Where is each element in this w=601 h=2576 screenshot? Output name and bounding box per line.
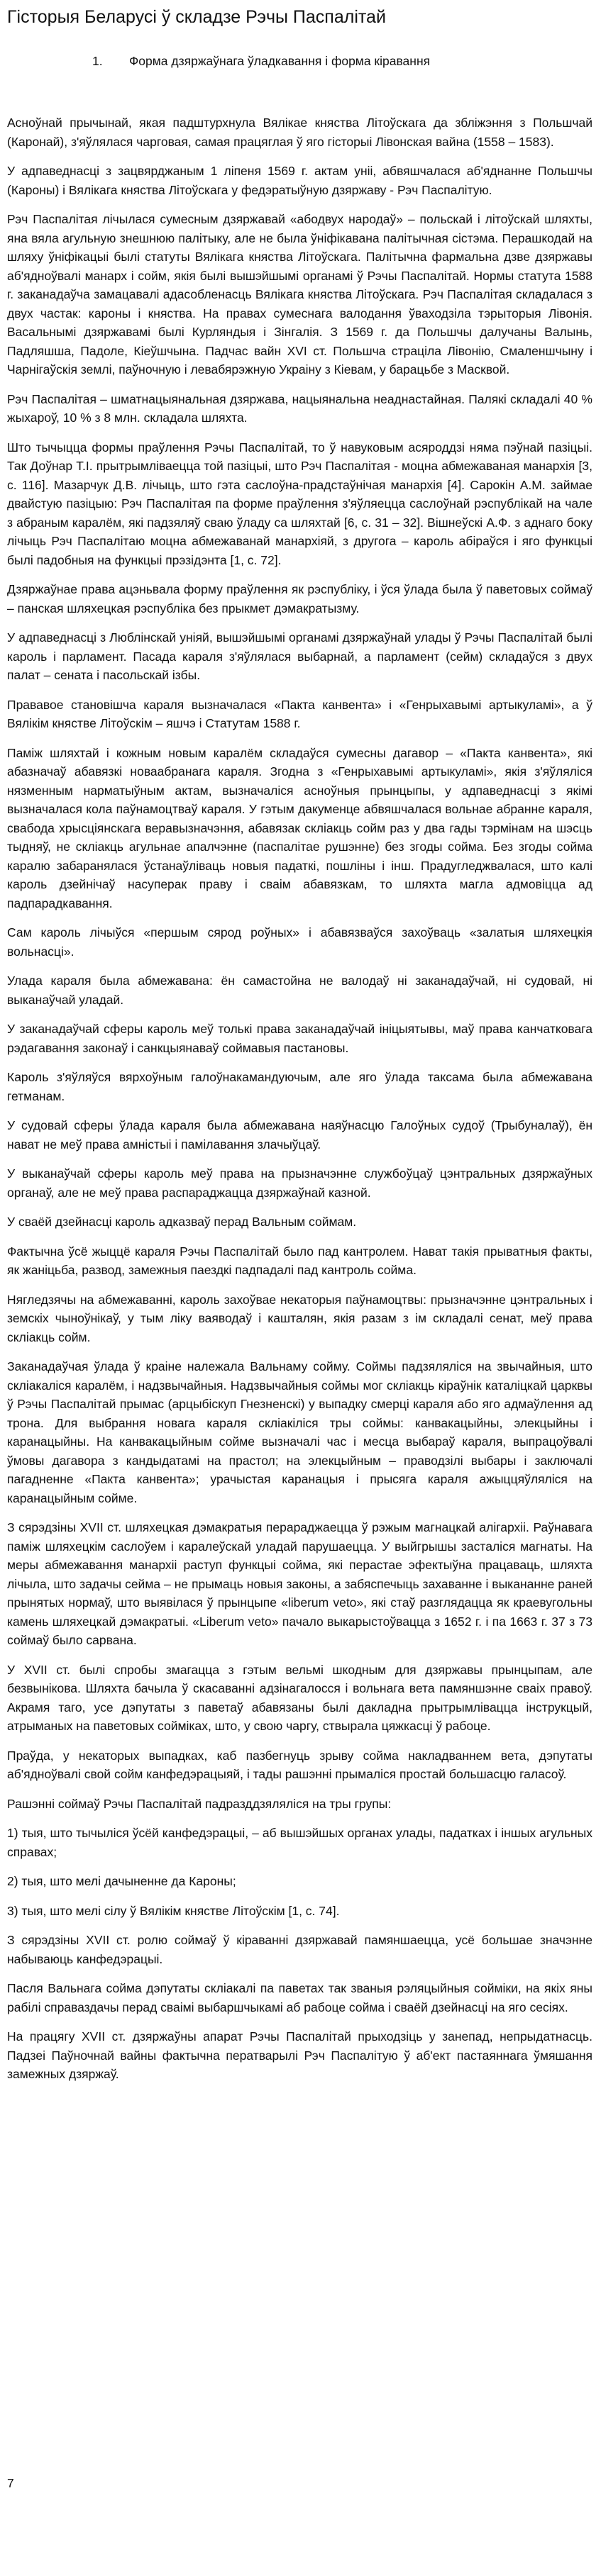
document-title: Гісторыя Беларусі ў складзе Рэчы Паспалітай — [7, 7, 386, 27]
paragraph: З сярэдзіны XVII ст. шляхецкая дэмакратыя перараджаецца ў рэжым магнацкай алігархіі. Раўнавага паміж шляхецкім саслоўем і каралеўскай уладай парушаецца. У выйгрышы засталіся магнаты. На меры абмежавання манархіі раступ функцыі сойма, які перастае эфектыўна працаваць, шляхта лічыла, што задачы сейма – не прымаць новыя законы, а забяспечыць захаванне і выкананне раней прынятых нормаў, што выявілася ў прынцыпе «liberum veto», які стаў разглядацца як краевугольны камень шляхецкай дэмакратыі. «Liberum veto» пачало выкарыстоўвацца з 1652 г. і па 1663 г. 37 з 73 соймаў было сарвана. — [7, 1520, 592, 1647]
paragraph: Праўда, у некаторых выпадках, каб пазбегнуць зрыву сойма накладваннем вета, дэпутаты аб'ядноўвалі свой сойм канфедэрацыяй, і тады рашэнні прымаліся простай большасцю галасоў. — [7, 1748, 592, 1781]
document-body — [7, 113, 592, 2084]
paragraph: Пасля Вальнага сойма дэпутаты скліакалі па паветах так званыя рэляцыйныя сойміки, на якіх яны рабілі справаздачы перад сваімі выбаршчыкамі аб рабоце сойма і сваёй дзейнасці на яго сесіях. — [7, 1981, 592, 2014]
paragraph: У XVII ст. былі спробы змагацца з гэтым вельмі шкодным для дзяржавы прынцыпам, але безвынікова. Шляхта бачыла ў скасаванні адзінагалосся і вольнага вета памяншэнне сваіх правоў. Акрамя таго, усе дэпутаты з паветаў абавязаны былі дакладна прытрымлівацца інструкцый, атрыманых на паветовых соймікаx, што, у свою чаргу, ствырала цяжкасці ў рабоце. — [7, 1662, 592, 1733]
paragraph: На працягу XVII ст. дзяржаўны апарат Рэчы Паспалітай прыходзіць у занепад, непрыдатнасць. Падзеі Паўночнай вайны фактычна ператварылі Рэч Паспалітую ў аб'ект пастаяннага ўмяшання замежных дзяржаў. — [7, 2029, 592, 2081]
paragraph: 2) тыя, што мелі дачыненне да Кароны; — [7, 1874, 236, 1888]
paragraph: Дзяржаўнае права ацэньвала форму праўлення як рэспубліку, і ўся ўлада была ў паветовых соймаў – панская шляхецкая рэспубліка без прыкмет дэмакратызму. — [7, 582, 592, 615]
section-title: Форма дзяржаўнага ўладкавання і форма кіравання — [129, 54, 431, 68]
paragraph: Паміж шляхтай і кожным новым каралём складаўся сумесны дагавор – «Пакта канвента», які абазначаў абавязкі новаабранага караля. Згодна з «Генрыхавымі артыкуламі», якія з'яўляліся нязменным нарматыўным актам, вызначаліся асноўныя прынцыпы, у адпаведнасці з якімі вызначалася кола паўнамоцтваў караля. У гэтым дакуменце абвяшчалася вольнае абранне караля, свабода хрысціянскага веравызначэння, абавязак скліакць сойм раз у два гады тэрмінам на шэсць тыдняў, не скліакць агульнае апалчэнне (паспалітае рушэнне) без згоды сойма. Без згоды сойма каралю забаранялася ўстанаўліваць новыя падаткі, пошліны і інш. Прадугледжвалася, што калі кароль дзейнічаў насуперак праву і сваім абавязкам, то шляхта магла адмовіцца ад падпарадкавання. — [7, 745, 592, 910]
paragraph: Прававое становішча караля вызначалася «Пакта канвента» і «Генрыхавымі артыкуламі», а ў Вялікім княстве Літоўскім – яшчэ і Статутам 1588 г. — [7, 697, 592, 730]
paragraph: Сам кароль лічыўся «першым сярод роўных» і абавязваўся захоўваць «залатыя шляхецкія вольнасці». — [7, 925, 592, 959]
paragraph: У выканаўчай сферы кароль меў права на прызначэнне службоўцаў цэнтральных дзяржаўных органаў, але не меў права распараджацца дзяржаўнай казной. — [7, 1166, 592, 1200]
paragraph: У сваёй дзейнасці кароль адказваў перад Вальным соймам. — [7, 1215, 357, 1229]
paragraph: З сярэдзіны XVII ст. ролю соймаў ў кіраванні дзяржавай памяншаецца, усё большае значэнне набываюць канфедэрацыі. — [7, 1933, 592, 1966]
paragraph: У заканадаўчай сферы кароль меў толькі права заканадаўчай ініцыятывы, маў права канчатковага рэдагавання законаў і санкцыянаваў соймавыя пастановы. — [7, 1022, 592, 1055]
section-number: 1. — [92, 54, 103, 68]
paragraph: Нягледзячы на абмежаванні, кароль захоўвае некаторыя паўнамоцтвы: прызначэнне цэнтральных і земскіх чыноўнікаў, у тым ліку ваяводаў і кашталян, якія разам з ім складалі сенат, меў права скліакць сойм. — [7, 1292, 592, 1344]
paragraph: У адпаведнасці з зацвярджаным 1 ліпеня 1569 г. актам уніі, абвяшчалася аб'яднанне Польшчы (Кароны) і Вялікага княства Літоўскага у федэратыўную дзяржаву - Рэч Паспалітую. — [7, 164, 592, 197]
paragraph: Рэч Паспалітая лічылася сумесным дзяржавай «абодвух народаў» – польскай і літоўскай шляхты, яна вяла агульную знешнюю палітыку, але не была ўніфікавана палітычная сістэма. Перашкодай на шляху ўніфікацыі былі статуты Вялікага княства Літоўскага. Палітычна фармальна дзве дзяржавы аб'ядноўвалі манарх і сойм, якія былі вышэйшымі органамі ў Рэчы Паспалітай. Нормы статута 1588 г. заканадаўча замацавалі адасобленасць Вялікага княства Літоўскага. Рэч Паспалітая складалася з двух частак: кароны і княства. На правах сумеснага валодання ўваходзіла тэрыторыя Лівонія. Васальнымі дзяржавамі былі Курляндыя і Зінгалія. З 1569 г. да Польшчы далучаны Валынь, Падляшша, Падоле, Кіеўшчына. Падчас вайн XVI ст. Польшча страціла Лівонію, Смаленшчыну і Чарнігаўскія землі, паўночную і левабярэжную Украіну з Кіевам, у барацьбе з Масквой. — [7, 212, 592, 377]
paragraph: У судовай сферы ўлада караля была абмежавана наяўнасцю Галоўных судоў (Трыбуналаў), ён нават не меў права амністыі і памілавання злачыўцаў. — [7, 1118, 592, 1152]
paragraph: Рэч Паспалітая – шматнацыянальная дзяржава, нацыянальна неаднастайная. Палякі складалі 40 % жыхароў, 10 % з 8 млн. складала шляхта. — [7, 391, 592, 425]
paragraph: Рашэнні соймаў Рэчы Паспалітай падразддзяляліся на тры групы: — [7, 1796, 392, 1811]
paragraph: Фактычна ўсё жыццё караля Рэчы Паспалітай было пад кантролем. Нават такія прыватныя факты, як жаніцьба, развод, замежныя паездкі падпадалі пад кантроль сойма. — [7, 1244, 592, 1277]
paragraph: 1) тыя, што тычыліся ўсёй канфедэрацыі, – аб вышэйшых органах улады, падатках і іншых агульных справах; — [7, 1826, 592, 1859]
paragraph: Кароль з'яўляўся вярхоўным галоўнакамандуючым, але яго ўлада таксама была абмежавана гетманам. — [7, 1070, 592, 1103]
paragraph: Заканадаўчая ўлада ў краіне належала Вальнаму сойму. Соймы падзяляліся на звычайныя, што скліакаліся каралём, і надзвычайныя. Надзвычайныя соймы мог скліакць кіраўнік каталіцкай царквы ў Рэчы Паспалітай прымас (арцыбіскуп Гнезненскі) у выпадку смерці караля або яго адмаўлення ад трона. Для выбрання новага караля скліакіліся тры соймы: канвакацыйны, элекцыйны і каранацыйны. На канвакацыйным сойме вызначалі час і месца выбараў караля, выпрацоўвалі ўмовы дагавора з кандыдатамі на прастол; на элекцыйным – праводзілі выбары і заключалі пагадненне «Пакта канвента»; урачыстая каранацыя і прысяга караля ажыццяўляліся на каранацыйным сойме. — [7, 1359, 592, 1505]
section-heading — [7, 52, 592, 69]
page-number: 7 — [7, 2476, 14, 2490]
paragraph: 3) тыя, што мелі сілу ў Вялікім княстве Літоўскім [1, с. 74]. — [7, 1903, 340, 1918]
paragraph: Улада караля была абмежавана: ён самастойна не валодаў ні заканадаўчай, ні судовай, ні выканаўчай уладай. — [7, 974, 592, 1007]
paragraph: Што тычыцца формы праўлення Рэчы Паспалітай, то ў навуковым асяроддзі няма пэўнай пазіцыі. Так Доўнар Т.І. прытрымліваецца той пазіцыі, што Рэч Паспалітая - моцна абмежаваная манархія [3, с. 116]. Мазарчук Д.В. лічыць, што гэта саслоўна-прадстаўнічая манархія [4]. Сарокін А.М. займае двайстую пазіцыю: Рэч Паспалітая па форме праўлення з'яўляецца саслоўнай рэспублікай на чале з абраным каралём, які падзяляў сваю ўладу са шляхтай [6, с. 31 – 32]. Вішнеўскі А.Ф. з аднаго боку лічыць Рэч Паспалітаю моцна абмежаванай манархіяй, з другога – кароль абіраўся і яго функцыі былі падобныя на функцыі прэзідэнта [1, с. 72]. — [7, 440, 592, 567]
paragraph: У адпаведнасці з Люблінскай уніяй, вышэйшымі органамі дзяржаўнай улады ў Рэчы Паспалітай былі кароль і парламент. Пасада караля з'яўлялася выбарнай, а парламент (сейм) складаўся з двух палат – сената і пасольскай ізбы. — [7, 630, 592, 682]
paragraph: Асноўнай прычынай, якая падштурхнула Вялікае княства Літоўскага да збліжэння з Польшчай (Каронай), з'яўлялася чарговая, самая працяглая ў яго гісторыі Лівонская вайна (1558 – 1583). — [7, 116, 592, 149]
